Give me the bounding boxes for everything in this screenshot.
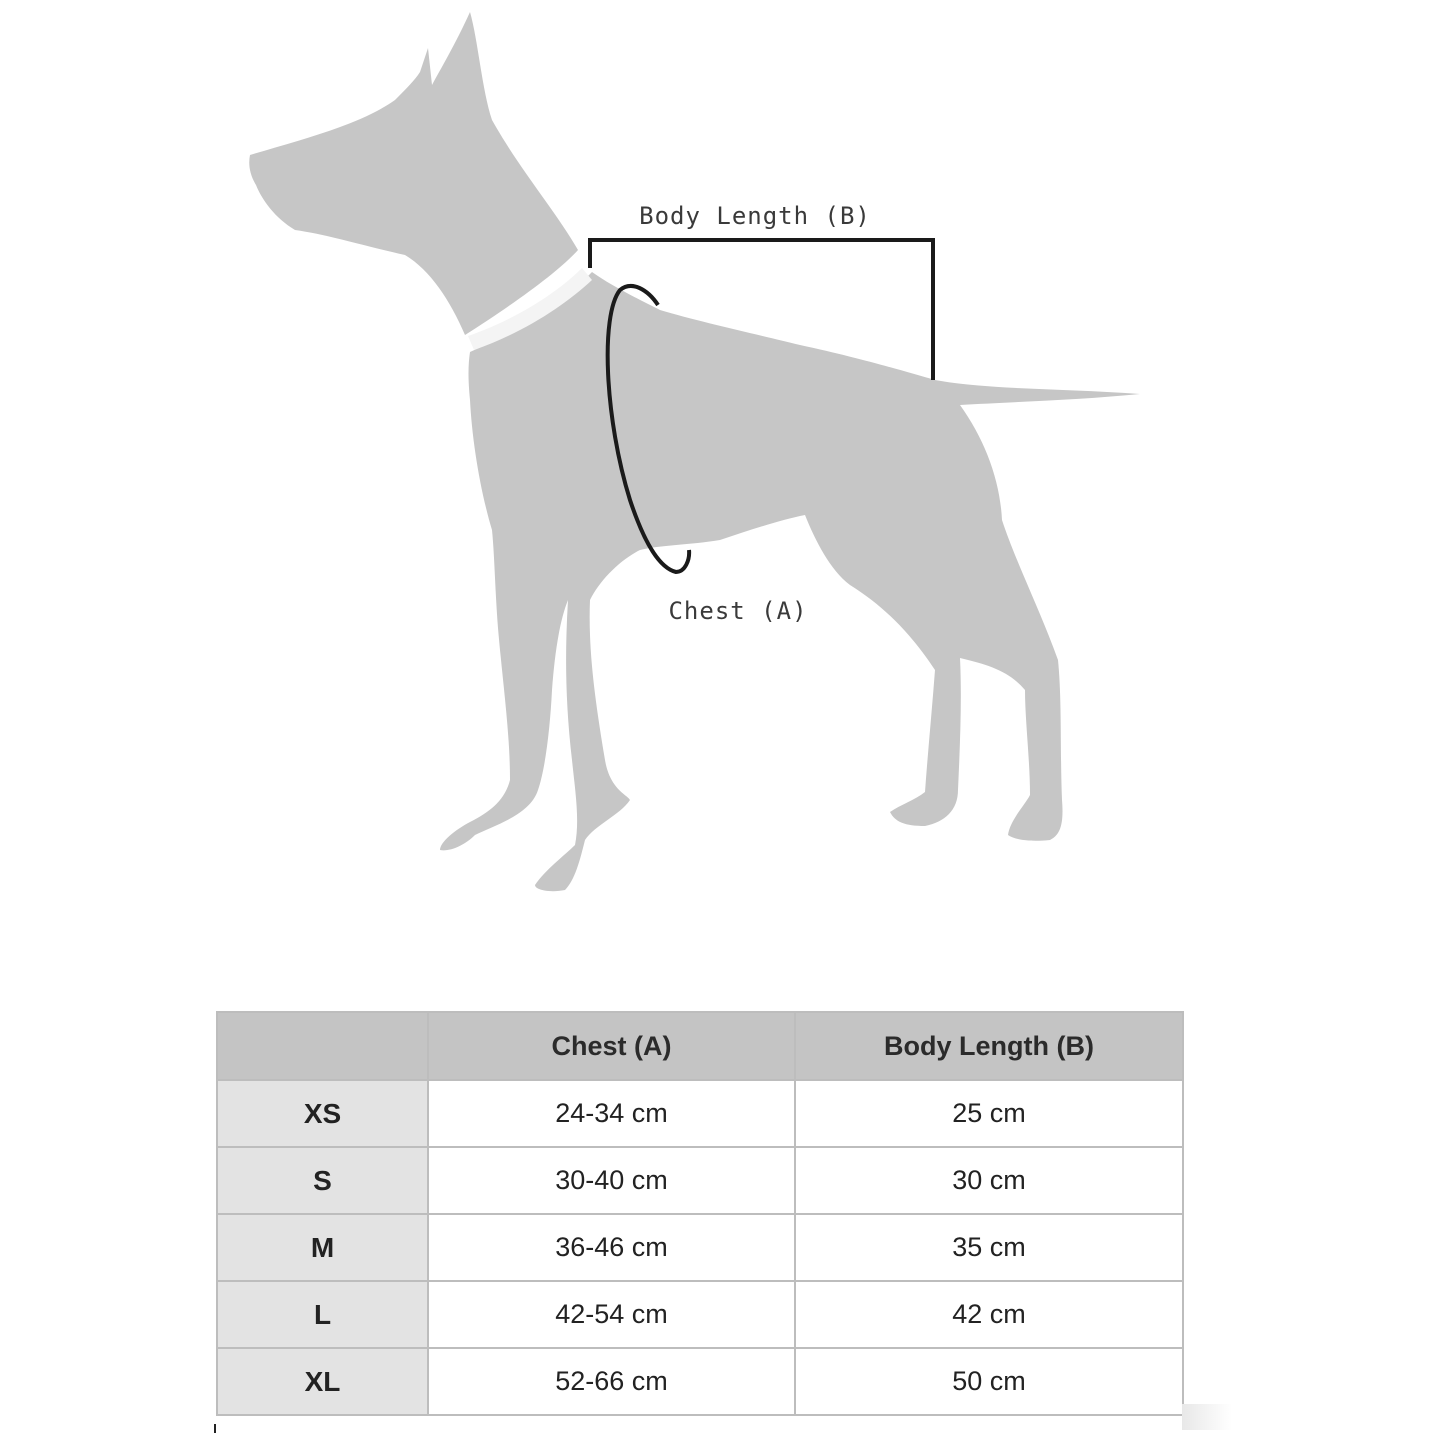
body-length-label: Body Length (B) xyxy=(639,202,871,230)
header-size xyxy=(217,1012,428,1080)
length-cell: 30 cm xyxy=(795,1147,1183,1214)
header-body-length: Body Length (B) xyxy=(795,1012,1183,1080)
chest-cell: 52-66 cm xyxy=(428,1348,795,1415)
length-cell: 50 cm xyxy=(795,1348,1183,1415)
table-row xyxy=(217,1214,1183,1281)
table-row xyxy=(217,1080,1183,1147)
length-cell: 35 cm xyxy=(795,1214,1183,1281)
size-cell: S xyxy=(217,1147,428,1214)
size-cell: XS xyxy=(217,1080,428,1147)
header-chest: Chest (A) xyxy=(428,1012,795,1080)
corner-mark xyxy=(214,1424,216,1433)
edge-shadow xyxy=(1182,1404,1232,1430)
chest-cell: 42-54 cm xyxy=(428,1281,795,1348)
table-row xyxy=(217,1147,1183,1214)
size-cell: L xyxy=(217,1281,428,1348)
table-row xyxy=(217,1348,1183,1415)
chest-cell: 36-46 cm xyxy=(428,1214,795,1281)
chest-cell: 30-40 cm xyxy=(428,1147,795,1214)
table-row xyxy=(217,1281,1183,1348)
dog-silhouette-icon xyxy=(249,12,1140,891)
size-chart-table xyxy=(216,1011,1184,1416)
size-cell: M xyxy=(217,1214,428,1281)
chest-label: Chest (A) xyxy=(668,597,808,625)
chest-cell: 24-34 cm xyxy=(428,1080,795,1147)
table-header-row xyxy=(217,1012,1183,1080)
length-cell: 42 cm xyxy=(795,1281,1183,1348)
size-cell: XL xyxy=(217,1348,428,1415)
length-cell: 25 cm xyxy=(795,1080,1183,1147)
